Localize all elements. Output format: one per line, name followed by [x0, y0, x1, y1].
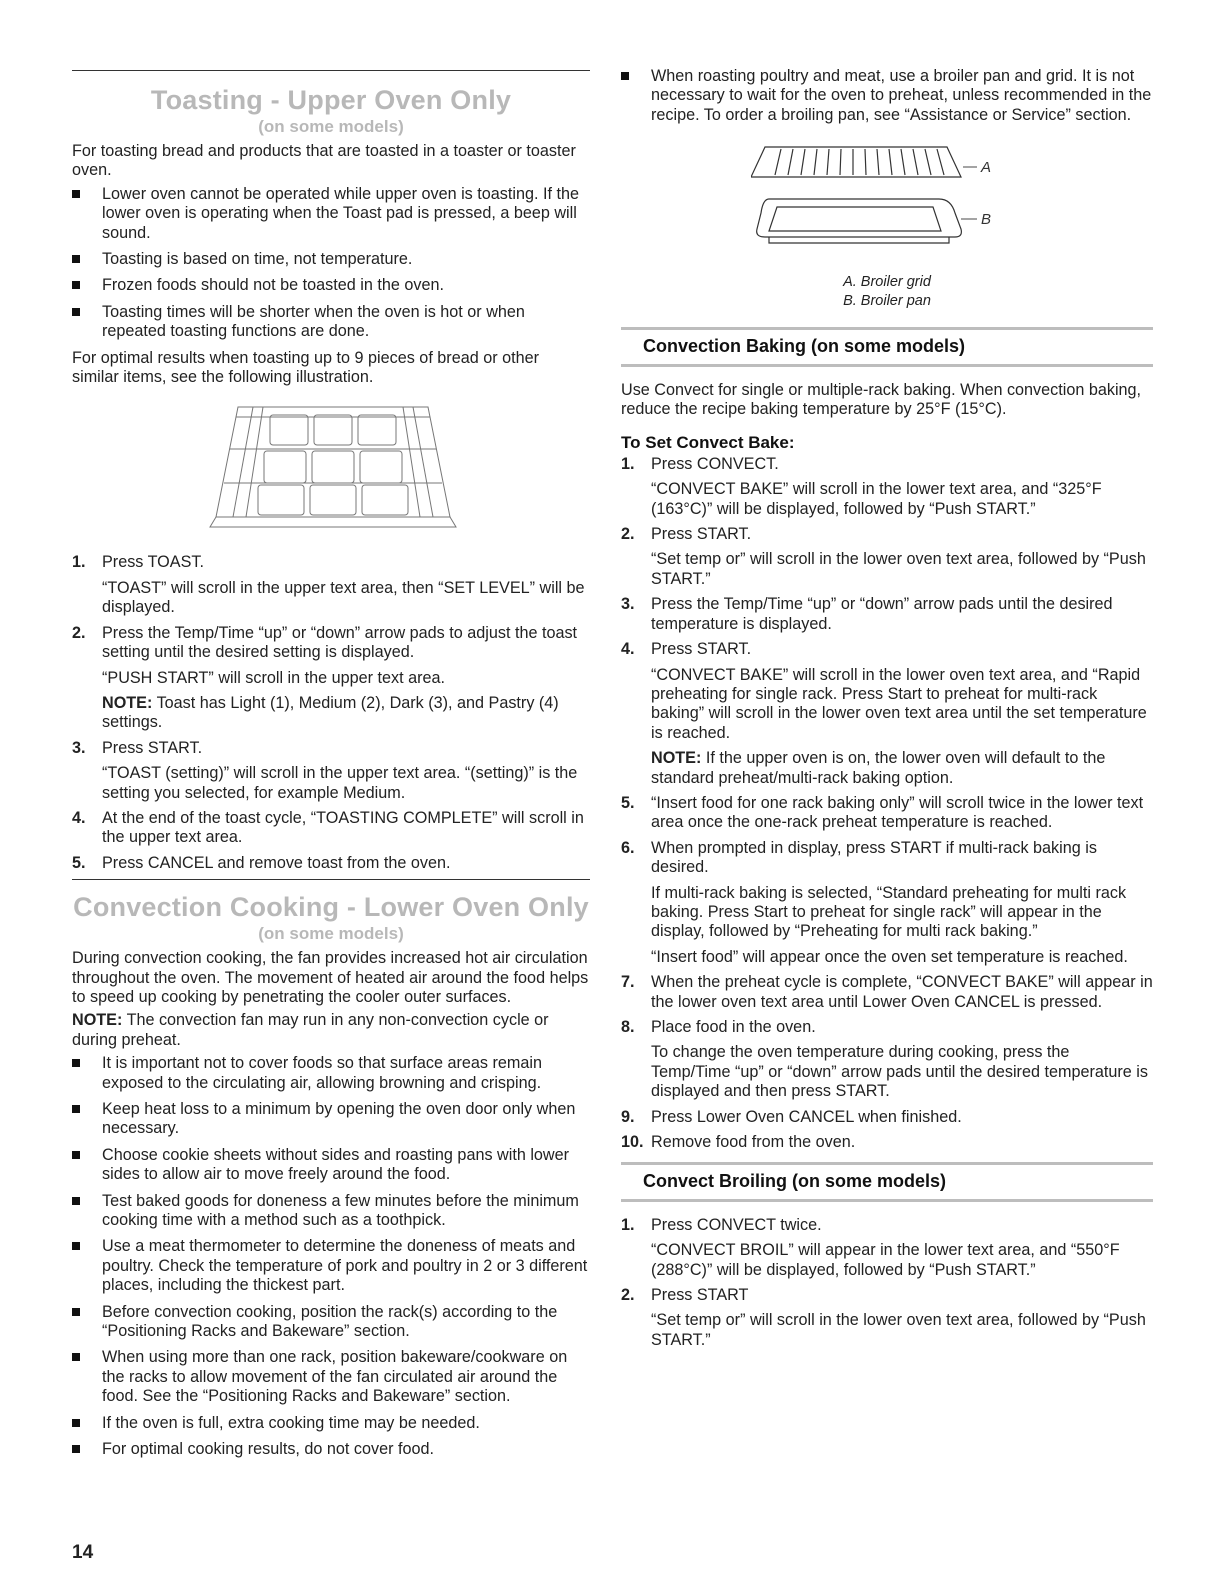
- step-text: Press START.: [651, 640, 752, 659]
- toast-rack-illustration: [208, 399, 458, 539]
- step-text: Press TOAST.: [102, 553, 204, 572]
- list-item: [72, 739, 590, 803]
- step-number: 7.: [621, 973, 635, 992]
- convect-bake-steps: [621, 455, 1153, 1153]
- step-number: 4.: [72, 808, 86, 827]
- toasting-steps: [72, 553, 590, 873]
- list-item: When using more than one rack, position bakeware/cookware on the racks to allow movement of the fan circulated air around the food. See the “Positioning Racks and Bakeware” section.: [72, 1348, 590, 1406]
- step-text: At the end of the toast cycle, “TOASTING COMPLETE” will scroll in the upper text area.: [102, 808, 584, 847]
- note-label: NOTE:: [72, 1011, 123, 1030]
- step-number: 1.: [621, 1215, 635, 1234]
- convect-bake-subheading: To Set Convect Bake:: [621, 433, 795, 453]
- list-item: [621, 973, 1153, 1012]
- section-rule: [72, 70, 590, 71]
- convection-baking-heading: Convection Baking (on some models): [621, 327, 1153, 366]
- note-text: Toast has Light (1), Medium (2), Dark (3), and Pastry (4) settings.: [102, 693, 559, 732]
- toasting-subtitle: (on some models): [258, 117, 404, 136]
- step-detail: To change the oven temperature during cooking, press the Temp/Time “up” or “down” arrow pads until the desired temperature is displayed and then press START.: [651, 1043, 1148, 1101]
- step-text: Press CANCEL and remove toast from the oven.: [102, 853, 451, 872]
- convection-bullets: [72, 1054, 590, 1459]
- step-text: Press CONVECT.: [651, 454, 779, 473]
- step-note: [651, 749, 1153, 788]
- list-item: [621, 1018, 1153, 1102]
- convection-baking-intro: Use Convect for single or multiple-rack baking. When convection baking, reduce the recipe baking temperature by 25°F (15°C).: [621, 380, 1142, 419]
- list-item: For optimal cooking results, do not cover food.: [72, 1440, 590, 1459]
- step-text: When prompted in display, press START if multi-rack baking is desired.: [651, 838, 1097, 877]
- list-item: [621, 1133, 1153, 1152]
- note-label: NOTE:: [102, 693, 153, 712]
- list-item: [621, 839, 1153, 967]
- step-detail: “Set temp or” will scroll in the lower oven text area, followed by “Push START.”: [651, 550, 1146, 588]
- step-detail: “CONVECT BROIL” will appear in the lower text area, and “550°F (288°C)” will be displayed, followed by “Push START.”: [651, 1241, 1120, 1279]
- roasting-bullets: [621, 67, 1153, 125]
- step-note: [102, 694, 590, 733]
- step-detail: “Insert food” will appear once the oven set temperature is reached.: [651, 947, 1128, 966]
- list-item: Use a meat thermometer to determine the doneness of meats and poultry. Check the temperature of pork and poultry in 2 or 3 different places, including the thickest part.: [72, 1237, 590, 1295]
- step-text: When the preheat cycle is complete, “CONVECT BAKE” will appear in the lower oven text area until Lower Oven CANCEL is pressed.: [651, 973, 1153, 1011]
- note-label: NOTE:: [651, 749, 702, 768]
- step-number: 3.: [72, 738, 86, 757]
- caption-b: B. Broiler pan: [843, 293, 931, 310]
- list-item: Toasting times will be shorter when the oven is hot or when repeated toasting functions are done.: [72, 303, 590, 342]
- step-number: 3.: [621, 595, 635, 614]
- list-item: Frozen foods should not be toasted in the oven.: [72, 276, 590, 295]
- note-text: The convection fan may run in any non-convection cycle or during preheat.: [72, 1011, 549, 1049]
- step-number: 4.: [621, 640, 635, 659]
- step-number: 1.: [72, 553, 86, 572]
- list-item: [621, 1108, 1153, 1127]
- step-number: 2.: [72, 623, 86, 642]
- list-item: [72, 624, 590, 733]
- step-text: Press START: [651, 1286, 749, 1305]
- left-column: [72, 70, 590, 1467]
- list-item: Before convection cooking, position the rack(s) according to the “Positioning Racks and Bakeware” section.: [72, 1303, 590, 1342]
- page-number: 14: [72, 1542, 94, 1563]
- step-detail: “CONVECT BAKE” will scroll in the lower text area, and “325°F (163°C)” will be displayed, followed by “Push START.”: [651, 480, 1102, 518]
- list-item: Choose cookie sheets without sides and roasting pans with lower sides to allow air to move freely around the food.: [72, 1146, 590, 1185]
- list-item: [72, 854, 590, 873]
- convection-subtitle: (on some models): [258, 924, 404, 944]
- label-a: A: [981, 159, 991, 177]
- list-item: [621, 455, 1153, 519]
- toasting-bullets: [72, 185, 590, 342]
- step-text: Press START.: [651, 525, 752, 544]
- right-column: [621, 67, 1153, 1356]
- step-text: Press CONVECT twice.: [651, 1215, 822, 1234]
- step-detail: “PUSH START” will scroll in the upper text area.: [102, 668, 446, 687]
- label-b: B: [981, 211, 991, 229]
- list-item: [621, 595, 1153, 634]
- step-number: 10.: [621, 1133, 644, 1152]
- toasting-title: Toasting - Upper Oven Only: [150, 85, 512, 115]
- list-item: It is important not to cover foods so that surface areas remain exposed to the circulating air, allowing browning and crisping.: [72, 1054, 590, 1093]
- convection-title: Convection Cooking - Lower Oven Only: [73, 892, 589, 923]
- list-item: [621, 1216, 1153, 1280]
- convect-broil-steps: [621, 1216, 1153, 1350]
- step-text: Press the Temp/Time “up” or “down” arrow pads until the desired temperature is displayed.: [651, 595, 1113, 633]
- list-item: [621, 794, 1153, 833]
- step-text: Place food in the oven.: [651, 1018, 816, 1036]
- note-text: If the upper oven is on, the lower oven will default to the standard preheat/multi-rack baking option.: [651, 749, 1106, 787]
- list-item: [621, 525, 1153, 589]
- step-detail: “TOAST” will scroll in the upper text area, then “SET LEVEL” will be displayed.: [102, 578, 585, 617]
- step-text: Press the Temp/Time “up” or “down” arrow pads to adjust the toast setting until the desired setting is displayed.: [102, 623, 578, 662]
- step-text: Press START.: [102, 738, 203, 757]
- convect-broiling-heading: Convect Broiling (on some models): [621, 1162, 1153, 1201]
- step-number: 2.: [621, 525, 635, 544]
- list-item: Keep heat loss to a minimum by opening the oven door only when necessary.: [72, 1100, 590, 1139]
- step-number: 5.: [72, 853, 86, 872]
- step-number: 6.: [621, 838, 635, 857]
- step-number: 1.: [621, 454, 635, 473]
- toasting-optimal: For optimal results when toasting up to 9 pieces of bread or other similar items, see the following illustration.: [72, 348, 539, 387]
- figure-captions: [621, 273, 1153, 311]
- step-text: Remove food from the oven.: [651, 1133, 856, 1152]
- step-text: Press Lower Oven CANCEL when finished.: [651, 1107, 962, 1126]
- step-detail: If multi-rack baking is selected, “Standard preheating for multi rack baking. Press Start to preheat for single rack” will appear in the display, followed by “Preheating for multi rack baking.”: [651, 883, 1127, 941]
- section-rule: [72, 879, 590, 880]
- step-detail: “TOAST (setting)” will scroll in the upper text area. “(setting)” is the setting you selected, for example Medium.: [102, 764, 578, 802]
- step-number: 9.: [621, 1107, 635, 1126]
- broiler-illustration: [751, 137, 991, 267]
- caption-a: A. Broiler grid: [843, 274, 931, 291]
- convection-note: [72, 1011, 590, 1050]
- list-item: [72, 809, 590, 848]
- list-item: Lower oven cannot be operated while upper oven is toasting. If the lower oven is operating when the Toast pad is pressed, a beep will sound.: [72, 185, 590, 243]
- list-item: If the oven is full, extra cooking time may be needed.: [72, 1414, 590, 1433]
- step-detail: “CONVECT BAKE” will scroll in the lower oven text area, and “Rapid preheating for single rack. Press Start to preheat for multi-rack baking” will scroll in the lower oven text area until the set temperature is reached.: [651, 665, 1147, 742]
- list-item: [621, 1286, 1153, 1350]
- step-text: “Insert food for one rack baking only” will scroll twice in the lower text area once the one-rack preheat temperature is reached.: [651, 793, 1144, 832]
- list-item: Test baked goods for doneness a few minutes before the minimum cooking time with a method such as a toothpick.: [72, 1192, 590, 1231]
- list-item: When roasting poultry and meat, use a broiler pan and grid. It is not necessary to wait for the oven to preheat, unless recommended in the recipe. To order a broiling pan, see “Assistance or Service” section.: [621, 67, 1153, 125]
- step-number: 8.: [621, 1018, 635, 1036]
- list-item: [72, 553, 590, 617]
- list-item: [621, 640, 1153, 788]
- step-number: 2.: [621, 1286, 635, 1305]
- convection-intro: During convection cooking, the fan provides increased hot air circulation throughout the oven. The movement of heated air around the food helps to speed up cooking by penetrating the cooler outer surfaces.: [72, 949, 589, 1006]
- step-detail: “Set temp or” will scroll in the lower oven text area, followed by “Push START.”: [651, 1311, 1146, 1349]
- toasting-intro: For toasting bread and products that are toasted in a toaster or toaster oven.: [72, 142, 576, 180]
- list-item: Toasting is based on time, not temperature.: [72, 250, 590, 269]
- step-number: 5.: [621, 793, 635, 812]
